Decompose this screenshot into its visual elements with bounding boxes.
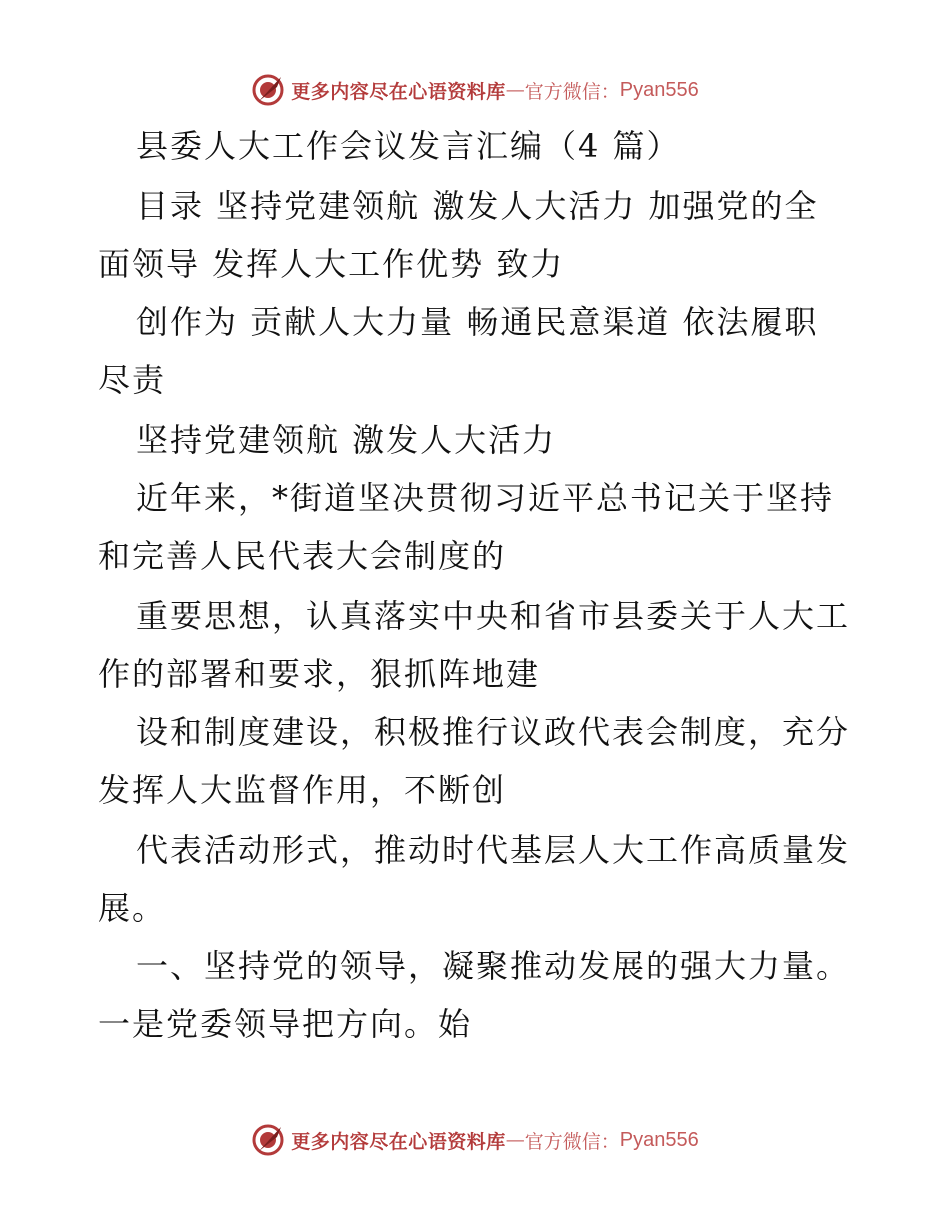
text-line: 面领导 发挥人大工作优势 致力 (98, 245, 565, 283)
bottom-banner (0, 1120, 950, 1160)
banner-wechat-id: Pyan556 (619, 1128, 699, 1151)
text-line: 一、坚持党的领导，凝聚推动发展的强大力量。 (136, 947, 851, 985)
text-line: 创作为 贡献人大力量 畅通民意渠道 依法履职 (136, 303, 819, 341)
document-title: 县委人大工作会议发言汇编（4 篇） (136, 127, 681, 165)
text-line: 发挥人大监督作用，不断创 (98, 771, 507, 809)
text-line: 设和制度建设，积极推行议政代表会制度，充分 (136, 713, 851, 751)
text-line: 一是党委领导把方向。始 (98, 1005, 473, 1043)
banner-wechat-label: 官方微信： (524, 80, 620, 103)
text-line: 代表活动形式，推动时代基层人大工作高质量发 (136, 831, 851, 869)
banner-slogan: 更多内容尽在心语资料库 (291, 80, 506, 103)
quill-logo-icon (251, 1123, 285, 1157)
banner-slogan: 更多内容尽在心语资料库 (291, 1130, 506, 1153)
section-heading: 坚持党建领航 激发人大活力 (136, 421, 557, 459)
banner-separator: — (505, 1129, 525, 1151)
banner-separator: — (505, 79, 525, 101)
banner-wechat-id: Pyan556 (619, 78, 699, 101)
text-line: 近年来，*街道坚决贯彻习近平总书记关于坚持 (136, 479, 835, 517)
text-line: 展。 (98, 889, 167, 927)
text-line: 作的部署和要求，狠抓阵地建 (98, 655, 541, 693)
banner-wechat-label: 官方微信： (524, 1130, 620, 1153)
text-line: 目录 坚持党建领航 激发人大活力 加强党的全 (136, 187, 819, 225)
text-line: 重要思想，认真落实中央和省市县委关于人大工 (136, 597, 851, 635)
text-line: 和完善人民代表大会制度的 (98, 537, 507, 575)
text-line: 尽责 (98, 361, 167, 399)
